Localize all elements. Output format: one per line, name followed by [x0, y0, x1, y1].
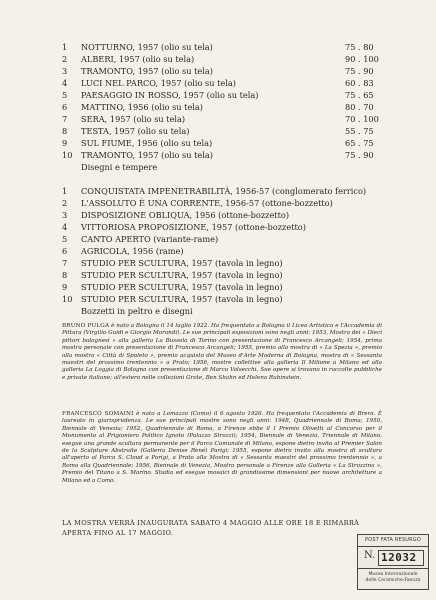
item-dimensions: 75 . 90 — [345, 150, 374, 160]
stamp-number-prefix: N. — [364, 550, 376, 561]
item-number: 4 — [62, 78, 68, 88]
paintings-list — [62, 41, 382, 173]
item-number: 2 — [62, 198, 68, 208]
item-dimensions: 75 . 65 — [345, 90, 374, 100]
list-item — [62, 89, 382, 101]
stamp-motto: POST FATA RESURGO — [358, 535, 428, 547]
item-title: PAESAGGIO IN ROSSO, 1957 (olio su tela) — [81, 90, 259, 100]
item-number: 6 — [62, 246, 68, 256]
item-number: 6 — [62, 102, 68, 112]
item-number: 2 — [62, 54, 68, 64]
item-title: MATTINO, 1956 (olio su tela) — [81, 102, 203, 112]
item-title: DISPOSIZIONE OBLIQUA, 1956 (ottone-bozzetto) — [81, 210, 290, 220]
item-title: CONQUISTATA IMPENETRABILITÀ, 1956-57 (conglomerato ferrico) — [81, 186, 367, 196]
item-title: NOTTURNO, 1957 (olio su tela) — [81, 42, 213, 52]
item-dimensions: 75 . 90 — [345, 66, 374, 76]
list-item — [62, 257, 382, 269]
list-note: Bozzetti in peltro e disegni — [81, 306, 193, 316]
item-title: SUL FIUME, 1956 (olio su tela) — [81, 138, 213, 148]
item-dimensions: 80 . 70 — [345, 102, 374, 112]
item-title: AGRICOLA, 1956 (rame) — [81, 246, 184, 256]
item-dimensions: 70 . 100 — [345, 114, 379, 124]
item-dimensions: 55 . 75 — [345, 126, 374, 136]
biography-pulga — [62, 323, 382, 382]
item-number: 9 — [62, 282, 68, 292]
item-number: 5 — [62, 90, 68, 100]
item-title: STUDIO PER SCULTURA, 1957 (tavola in legno) — [81, 294, 283, 304]
item-title: L'ASSOLUTO È UNA CORRENTE, 1956-57 (ottone-bozzetto) — [81, 198, 333, 208]
stamp-institution — [358, 569, 428, 584]
item-number: 3 — [62, 66, 68, 76]
list-item — [62, 113, 382, 125]
item-title: VITTORIOSA PROPOSIZIONE, 1957 (ottone-bozzetto) — [81, 222, 306, 232]
item-title: CANTO APERTO (variante-rame) — [81, 234, 219, 244]
list-item — [62, 221, 382, 233]
list-item — [62, 41, 382, 53]
artist-name: BRUNO PULGA — [62, 323, 110, 329]
list-item — [62, 77, 382, 89]
stamp-number: 12032 — [381, 551, 417, 564]
biography-somaini — [62, 411, 382, 485]
biography-text: è nato a Bologna il 14 luglio 1922. Ha frequentato a Bologna il Liceo Artistico e l'Accademia di Pittura (Virgilio Guidi e Giorgio Morandi). Le sue principali esposizioni sono negli anni: 1953, Mostra dei « Dieci pittori bolognesi » alla galleria La Bussola di Torino con presentazione di Francesco Arcangeli; 1954, prima mostra personale con presentazione di Francesco Arcangeli; 1955, premio alla mostra di « La Spezia », premio alla mostra « Città di Spoleto », premio acquisto del Museo d'Arte Moderna di Bologna, mostra di « Sessanta maestri del prossimo trentennio » a Prato; 1956, mostre collettive alla galleria Il Milione a Milano ed alla galleria La Loggia di Bologna con presentazione di Marco Valsecchi. Sue opere si trovano in raccolte pubbliche e private italiane; all'estero nelle collezioni Grote, Ben Shahn ed Helena Rubinstein. — [62, 323, 382, 381]
item-number: 3 — [62, 210, 68, 220]
item-number: 4 — [62, 222, 68, 232]
list-item — [62, 293, 382, 305]
list-item — [62, 233, 382, 245]
stamp-number-row — [358, 547, 428, 569]
list-item — [62, 53, 382, 65]
item-dimensions: 60 . 83 — [345, 78, 374, 88]
item-number: 10 — [62, 150, 73, 160]
list-item — [62, 245, 382, 257]
biography-text: è nato a Lomazzo (Como) il 6 agosto 1926. Ha frequentato l'Accademia di Brera. È laureato in giurisprudenza. Le sue principali mostre sono negli anni: 1948, Quadriennale di Roma; 1950, Biennale di Venezia; 1952, Quadriennale di Roma, a Firenze ebbe il I Premio Olivetti al Concorso per il Monumento al Prigioniero Politico Ignoto (Palazzo Strozzi); 1954, Biennale di Venezia, Triennale di Milano, esegue una grande scultura permanente per il Parco Comunale di Milano, espone dietro invito al Premier Salon de la Sculpture Abstraite (Galleria Denise René) Parigi; 1955, espone dietro invito alla mostra di scultura all'aperto al Parco S. Cloud a Parigi, a Prato alla Mostra di « Sessanta maestri del prossimo trentennio », a Roma alla Quadriennale; 1956, Biennale di Venezia, Mostra personale a Firenze alla Galleria « La Strozzina », Premio del Titano a S. Marino. Studia ed esegue mosaici di grandissime dimensioni per nuove architetture a Milano ed a Como. — [62, 411, 383, 484]
item-number: 5 — [62, 234, 68, 244]
list-item — [62, 197, 382, 209]
list-item — [62, 65, 382, 77]
item-number: 1 — [62, 42, 68, 52]
item-title: TRAMONTO, 1957 (olio su tela) — [81, 150, 213, 160]
list-item — [62, 269, 382, 281]
list-item — [62, 281, 382, 293]
item-title: SERA, 1957 (olio su tela) — [81, 114, 186, 124]
list-item — [62, 101, 382, 113]
item-title: TRAMONTO, 1957 (olio su tela) — [81, 66, 213, 76]
list-note: Disegni e tempere — [81, 162, 158, 172]
artist-name: FRANCESCO SOMAINI — [62, 411, 134, 417]
item-title: STUDIO PER SCULTURA, 1957 (tavola in legno) — [81, 282, 283, 292]
item-title: ALBERI, 1957 (olio su tela) — [81, 54, 195, 64]
item-title: STUDIO PER SCULTURA, 1957 (tavola in legno) — [81, 270, 283, 280]
list-item — [62, 125, 382, 137]
list-item — [62, 137, 382, 149]
item-title: TESTA, 1957 (olio su tela) — [81, 126, 190, 136]
item-number: 8 — [62, 126, 68, 136]
item-number: 8 — [62, 270, 68, 280]
exhibition-notice: LA MOSTRA VERRÀ INAUGURATA SABATO 4 MAGGIO ALLE ORE 18 E RIMARRÀ APERTA FINO AL 17 MAGGIO. — [62, 519, 360, 537]
item-dimensions: 90 . 100 — [345, 54, 379, 64]
stamp-number-box — [378, 550, 424, 566]
item-dimensions: 65 . 75 — [345, 138, 374, 148]
museum-stamp — [357, 534, 429, 590]
sculptures-list — [62, 185, 382, 317]
item-number: 9 — [62, 138, 68, 148]
list-item — [62, 209, 382, 221]
item-title: STUDIO PER SCULTURA, 1957 (tavola in legno) — [81, 258, 283, 268]
list-item — [62, 149, 382, 161]
item-number: 10 — [62, 294, 73, 304]
item-title: LUCI NEL PARCO, 1957 (olio su tela) — [81, 78, 236, 88]
item-dimensions: 75 . 80 — [345, 42, 374, 52]
item-number: 7 — [62, 114, 68, 124]
list-item — [62, 185, 382, 197]
item-number: 7 — [62, 258, 68, 268]
stamp-institution-line: delle Ceramiche-Faenza — [365, 578, 421, 583]
stamp-institution-line: Museo Internazionale — [368, 572, 418, 577]
item-number: 1 — [62, 186, 68, 196]
